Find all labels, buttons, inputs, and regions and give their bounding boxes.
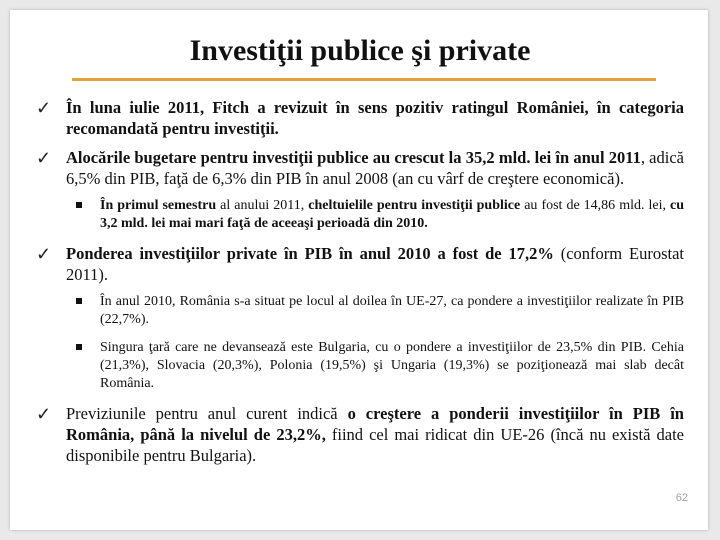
check-icon: ✓ [36, 148, 52, 168]
square-bullet-icon [76, 298, 82, 304]
bullet-text-bold: Ponderea investiţiilor private în PIB în anul 2010 a fost de 17,2% [66, 244, 554, 263]
sub-text-bold: cheltuielile pentru investiţii publice [308, 198, 521, 213]
sub-item-text [100, 197, 684, 233]
sub-item-text: Singura ţară care ne devansează este Bulgaria, cu o pondere a investiţiilor de 23,5% din PIB. Cehia (21,3%), Slovacia (20,3%), Polonia (19,5%) şi Ungaria (19,3%) se poziţionează mai slab decât România. [100, 340, 684, 391]
bullet-text-normal: fiind cel mai ridicat din UE-26 (încă nu există date disponibile pentru Bulgaria). [66, 425, 684, 465]
sub-item-romania-rank [36, 293, 684, 329]
sub-item-bulgaria [36, 339, 684, 393]
check-icon: ✓ [36, 244, 52, 264]
bullet-text-bold: Alocările bugetare pentru investiţii publice au crescut la 35,2 mld. lei în anul 2011 [66, 148, 641, 167]
bullet-item-public-investments [36, 147, 684, 189]
bullet-text [66, 97, 684, 139]
bullet-text-bold: o creştere a ponderii investiţiilor în PIB în România, până la nivelul de 23,2%, [66, 404, 684, 444]
sub-text-bold: În primul semestru [100, 198, 217, 213]
bullet-text [66, 243, 684, 285]
bullet-text-normal: Previziunile pentru anul curent indică [66, 404, 348, 423]
bullet-text-normal: (conform Eurostat 2011). [66, 244, 684, 284]
bullet-text-bold: În luna iulie 2011, Fitch a revizuit în sens pozitiv ratingul României, în categoria recomandată pentru investiţii. [66, 98, 684, 138]
bullet-item-forecast [36, 403, 684, 466]
check-icon: ✓ [36, 404, 52, 424]
title-underline [72, 78, 656, 81]
page-title: Investiţii publice şi private [189, 34, 531, 67]
bullet-item-fitch [36, 97, 684, 139]
sub-text-bold: cu 3,2 mld. lei mai mari faţă de aceeaşi perioadă din 2010. [100, 198, 684, 231]
content [36, 97, 684, 474]
sub-text-normal: au fost de 14,86 mld. lei, [520, 198, 670, 213]
bullet-text-normal: , adică 6,5% din PIB, faţă de 6,3% din PIB în anul 2008 (an cu vârf de creştere economică). [66, 148, 684, 188]
check-icon: ✓ [36, 98, 52, 118]
sub-item-first-semester [36, 197, 684, 233]
sub-text-normal: al anului 2011, [216, 198, 309, 213]
square-bullet-icon [76, 202, 82, 208]
bullet-text [66, 147, 684, 189]
sub-item-text: În anul 2010, România s-a situat pe locul al doilea în UE-27, ca pondere a investiţiilor realizate în PIB (22,7%). [100, 294, 684, 327]
bullet-item-private-investments [36, 243, 684, 285]
bullet-text [66, 403, 684, 466]
page-number: 62 [675, 492, 688, 504]
square-bullet-icon [76, 344, 82, 350]
